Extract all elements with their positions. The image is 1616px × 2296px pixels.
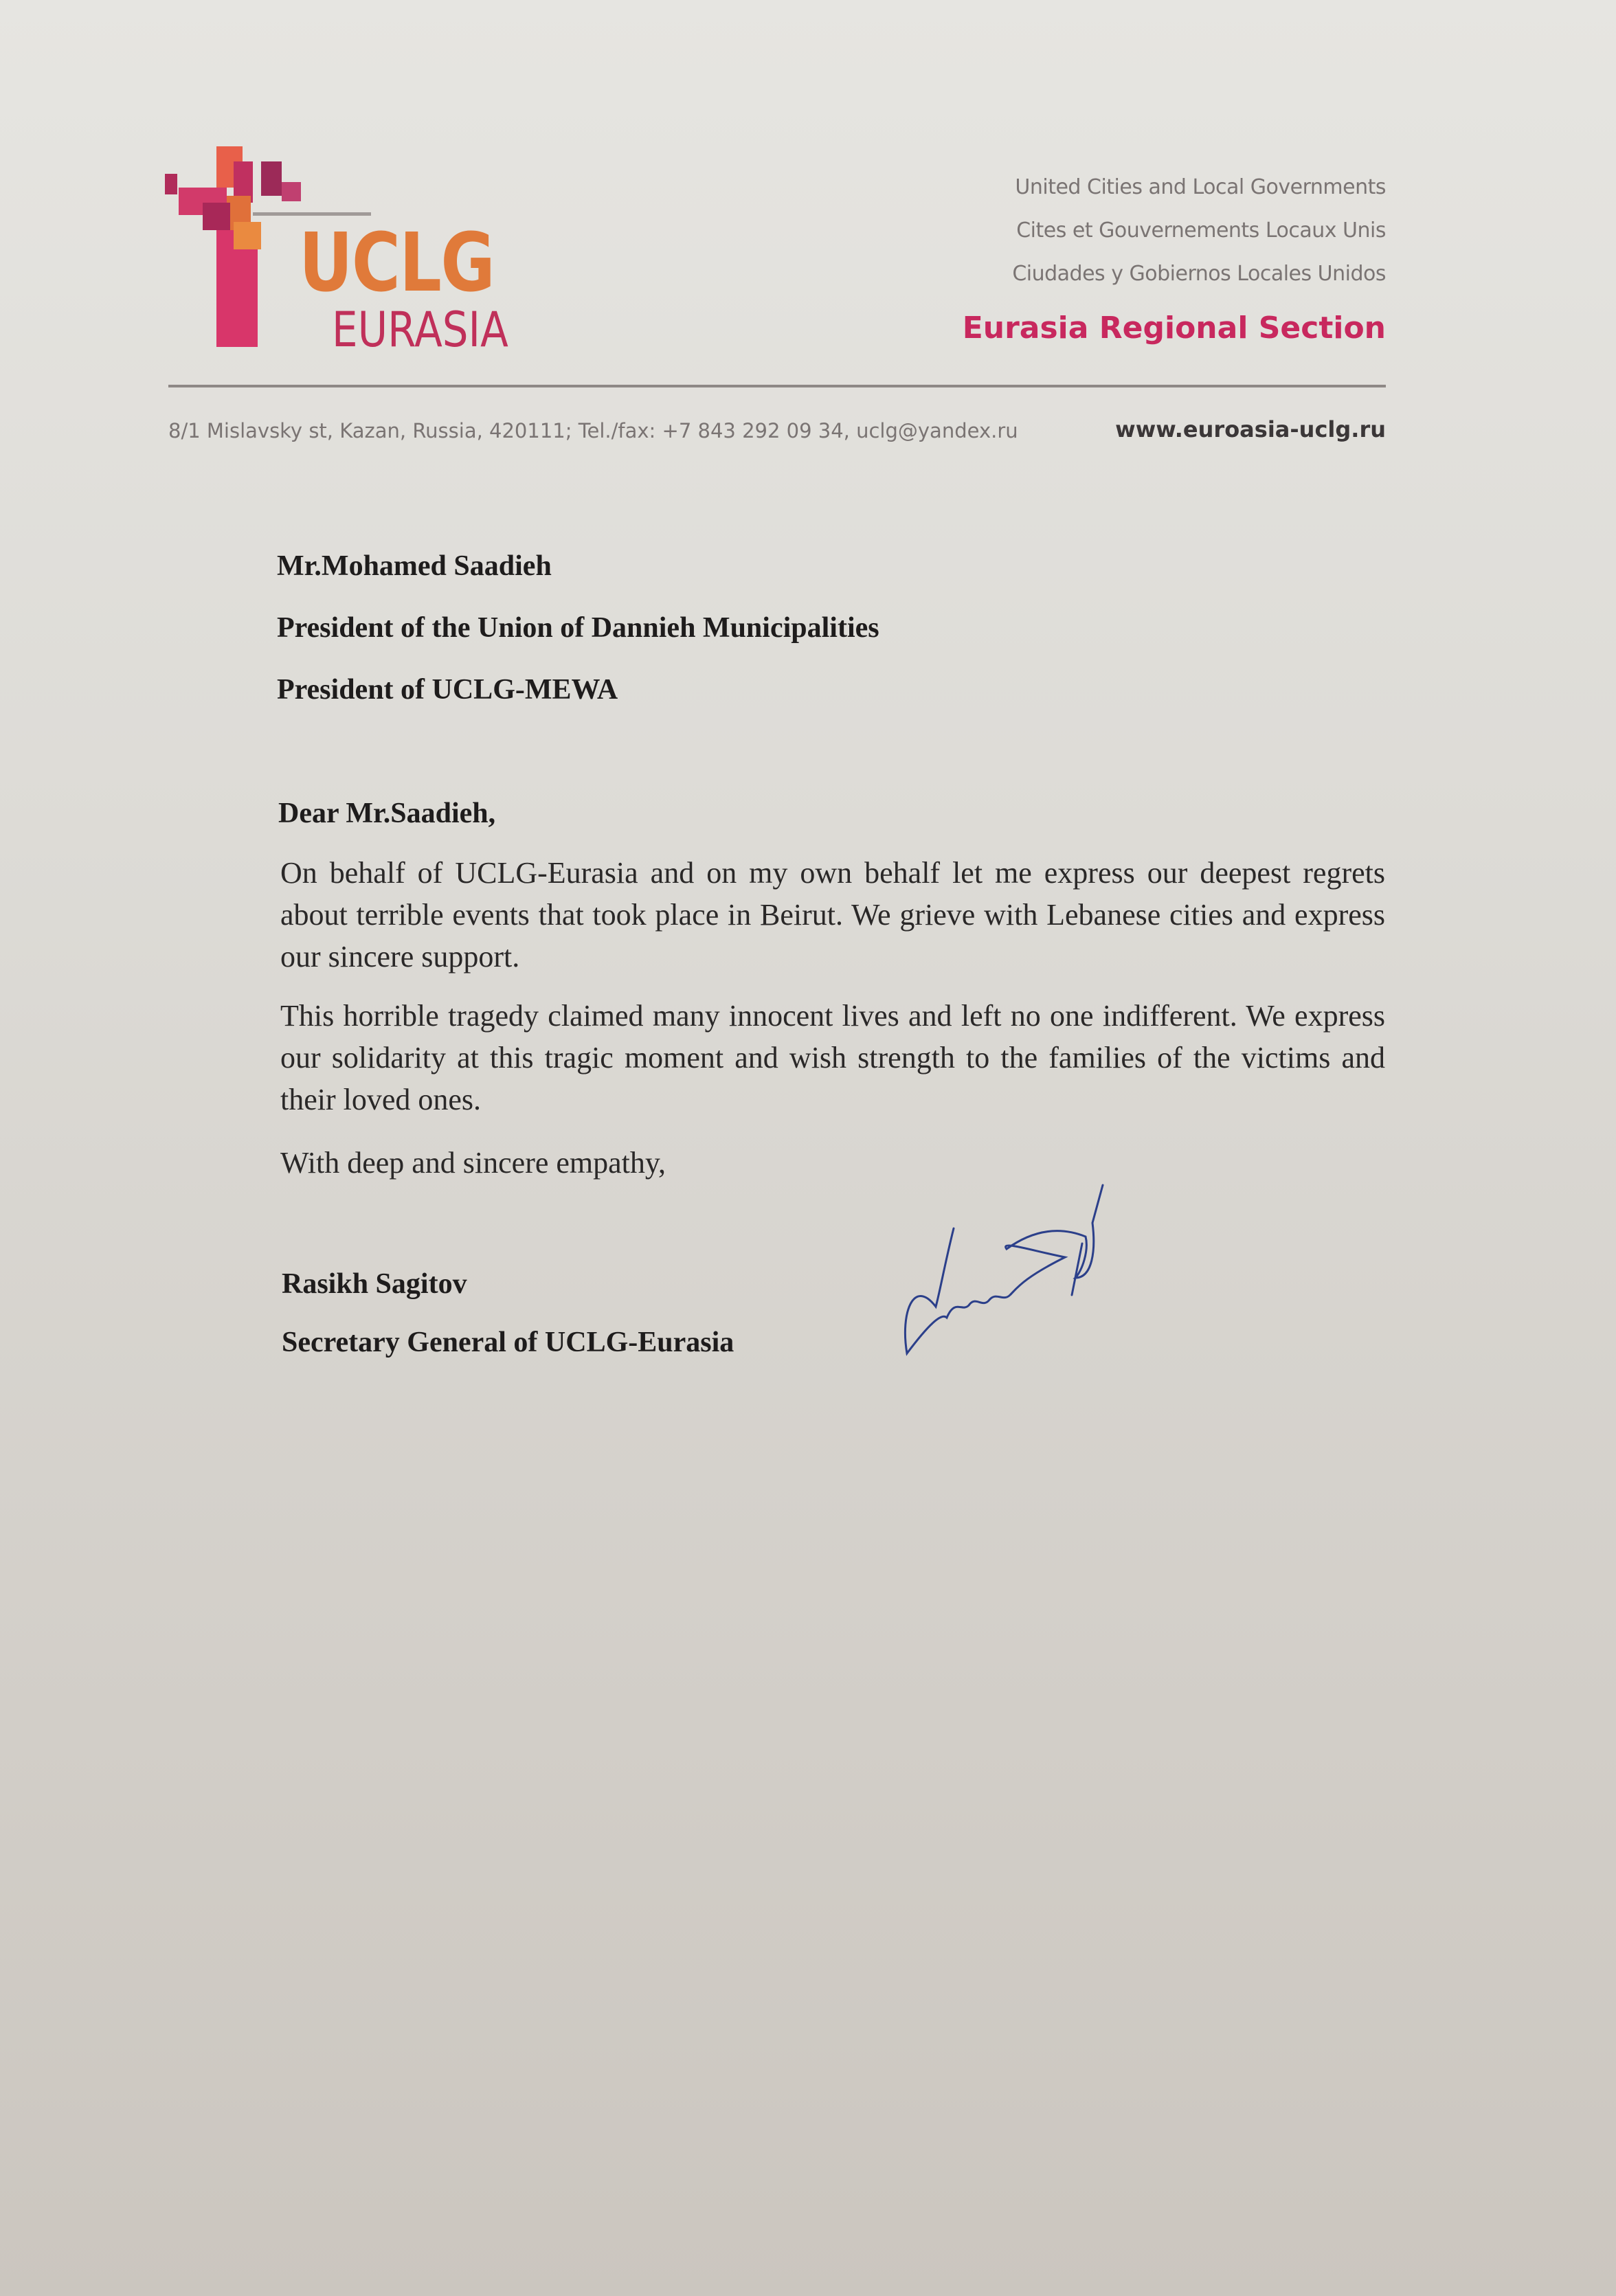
paragraph-2: This horrible tragedy claimed many innocent lives and left no one indifferent. We express our solidarity at this tragic moment and wish strength to the families of the victims and their loved ones. xyxy=(280,999,1385,1116)
signatory-name: Rasikh Sagitov xyxy=(282,1268,467,1300)
recipient-name: Mr.Mohamed Saadieh xyxy=(277,550,552,582)
org-name-en: United Cities and Local Governments xyxy=(1015,175,1386,199)
salutation: Dear Mr.Saadieh, xyxy=(278,798,496,829)
closing: With deep and sincere empathy, xyxy=(280,1146,666,1180)
org-name-es: Ciudades y Gobiernos Locales Unidos xyxy=(1012,262,1386,286)
address-line: 8/1 Mislavsky st, Kazan, Russia, 420111; Tel./fax: +7 843 292 09 34, uclg@yandex.ru xyxy=(168,419,1018,442)
regional-section-title: Eurasia Regional Section xyxy=(962,311,1386,346)
uclg-eurasia-logo xyxy=(165,141,550,361)
logo-uclg-text: UCLG xyxy=(299,215,495,310)
recipient-title-2: President of UCLG-MEWA xyxy=(277,674,618,706)
signature xyxy=(859,1154,1168,1381)
website-link: www.euroasia-uclg.ru xyxy=(1115,416,1386,442)
recipient-title-1: President of the Union of Dannieh Municipalities xyxy=(277,612,879,644)
org-name-fr: Cites et Gouvernements Locaux Unis xyxy=(1016,218,1386,243)
header-divider xyxy=(168,385,1386,387)
paragraph-1: On behalf of UCLG-Eurasia and on my own behalf let me express our deepest regrets about terrible events that took place in Beirut. We grieve with Lebanese cities and express our sincere support. xyxy=(280,856,1385,973)
signatory-title: Secretary General of UCLG-Eurasia xyxy=(282,1327,734,1358)
logo-eurasia-text: EURASIA xyxy=(332,302,508,358)
